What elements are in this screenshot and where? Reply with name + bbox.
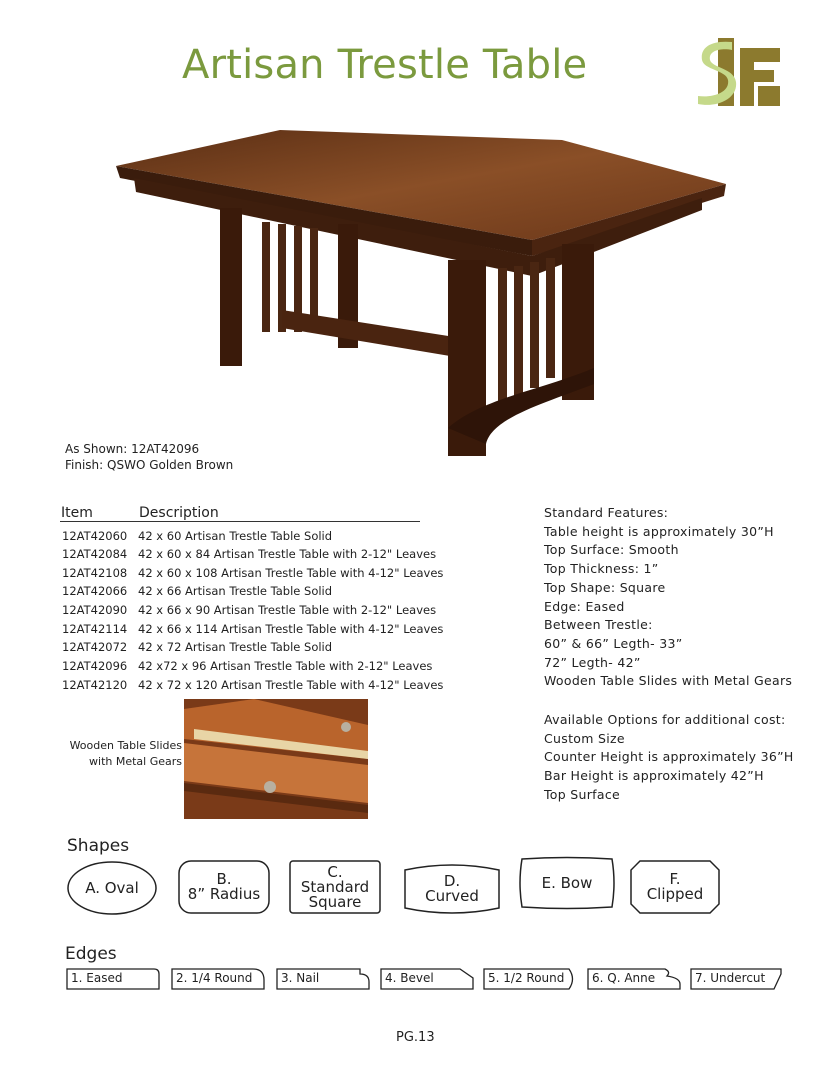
slide-caption-line: Wooden Table Slides: [69, 739, 182, 752]
page-number: PG.13: [396, 1030, 435, 1045]
feature-item: Top Thickness: 1”: [544, 561, 659, 577]
feature-item: Top Surface: Smooth: [544, 542, 679, 558]
feature-item: 72” Legth- 42”: [544, 654, 641, 670]
shape-oval: [66, 860, 158, 916]
slide-caption: [60, 738, 182, 770]
option-item: Bar Height is approximately 42”H: [544, 768, 764, 784]
available-options-list: [544, 711, 794, 805]
table-row: [62, 678, 443, 692]
page-title: Artisan Trestle Table: [182, 42, 588, 88]
table-row: [62, 622, 443, 636]
item-description: 42 x 72 Artisan Trestle Table Solid: [138, 640, 333, 654]
edge-undercut: [690, 968, 782, 990]
feature-item: Table height is approximately 30”H: [544, 523, 774, 539]
item-code: 12AT42108: [62, 566, 128, 580]
edges-heading: Edges: [65, 944, 117, 964]
shape-label: D. Curved: [425, 872, 479, 905]
item-code: 12AT42060: [62, 529, 128, 543]
feature-item: Edge: Eased: [544, 598, 625, 614]
table-row: [62, 603, 436, 617]
item-description: 42 x 66 x 90 Artisan Trestle Table with 2-12" Leaves: [138, 603, 437, 617]
item-description: 42 x72 x 96 Artisan Trestle Table with 2-12" Leaves: [138, 659, 433, 673]
shape-label: F. Clipped: [646, 870, 704, 903]
item-code: 12AT42066: [62, 584, 128, 598]
slide-caption-line: with Metal Gears: [89, 755, 182, 768]
table-row: [62, 659, 432, 673]
table-row: [62, 584, 332, 598]
shape-bow: [518, 856, 616, 910]
edge-quarter-round: [171, 968, 265, 990]
company-logo: [696, 38, 782, 106]
option-item: Top Surface: [544, 786, 620, 802]
option-item: Custom Size: [544, 730, 625, 746]
item-code: 12AT42120: [62, 678, 128, 692]
edge-label: 7. Undercut: [695, 971, 766, 985]
item-description: 42 x 60 x 108 Artisan Trestle Table with 4-12" Leaves: [138, 566, 444, 580]
item-description: 42 x 66 x 114 Artisan Trestle Table with 4-12" Leaves: [138, 622, 444, 636]
edge-eased: [66, 968, 160, 990]
item-code: 12AT42072: [62, 640, 128, 654]
option-item: Counter Height is approximately 36”H: [544, 749, 794, 765]
shape-clipped: [630, 860, 720, 914]
edge-label: 4. Bevel: [385, 971, 434, 985]
table-row: [62, 547, 436, 561]
header-divider: [60, 521, 420, 522]
shape-curved: [402, 862, 502, 916]
table-row: [62, 640, 332, 654]
feature-item: 60” & 66” Legth- 33”: [544, 635, 683, 651]
item-description: 42 x 60 x 84 Artisan Trestle Table with 2-12" Leaves: [138, 547, 437, 561]
feature-item: Between Trestle:: [544, 617, 653, 633]
edge-label: 6. Q. Anne: [592, 971, 656, 985]
features-heading: Standard Features:: [544, 505, 669, 520]
column-header-description: Description: [139, 505, 219, 521]
item-description: 42 x 66 Artisan Trestle Table Solid: [138, 584, 333, 598]
edge-label: 5. 1/2 Round: [488, 971, 565, 985]
item-code: 12AT42114: [62, 622, 128, 636]
table-slide-photo: [184, 699, 368, 819]
edge-label: 3. Nail: [281, 971, 320, 985]
shape-label: E. Bow: [541, 873, 593, 892]
item-code: 12AT42090: [62, 603, 128, 617]
edge-queen-anne: [587, 968, 681, 990]
shape-standard-square: [289, 860, 381, 914]
standard-features-list: [544, 504, 792, 691]
as-shown-info: [65, 441, 233, 473]
shape-8in-radius: [178, 860, 270, 914]
table-row: [62, 566, 443, 580]
table-row: [62, 529, 332, 543]
item-description: 42 x 60 Artisan Trestle Table Solid: [138, 529, 333, 543]
edge-bevel: [380, 968, 474, 990]
edge-label: 2. 1/4 Round: [176, 971, 253, 985]
item-code: 12AT42096: [62, 659, 128, 673]
shape-label: A. Oval: [85, 878, 139, 897]
as-shown-text: As Shown: 12AT42096: [65, 442, 200, 456]
feature-item: Top Shape: Square: [544, 579, 666, 595]
edge-label: 1. Eased: [71, 971, 123, 985]
options-heading: Available Options for additional cost:: [544, 712, 786, 727]
column-header-item: Item: [61, 505, 93, 521]
item-code: 12AT42084: [62, 547, 128, 561]
table-photo: [112, 128, 732, 464]
shapes-heading: Shapes: [67, 836, 130, 856]
feature-item: Wooden Table Slides with Metal Gears: [544, 673, 793, 689]
edge-half-round: [483, 968, 577, 990]
shape-label: B. 8” Radius: [187, 870, 261, 903]
item-description: 42 x 72 x 120 Artisan Trestle Table with 4-12" Leaves: [138, 678, 444, 692]
edge-nail: [276, 968, 370, 990]
finish-text: Finish: QSWO Golden Brown: [65, 458, 234, 472]
shape-label: C. Standard Square: [300, 862, 370, 911]
